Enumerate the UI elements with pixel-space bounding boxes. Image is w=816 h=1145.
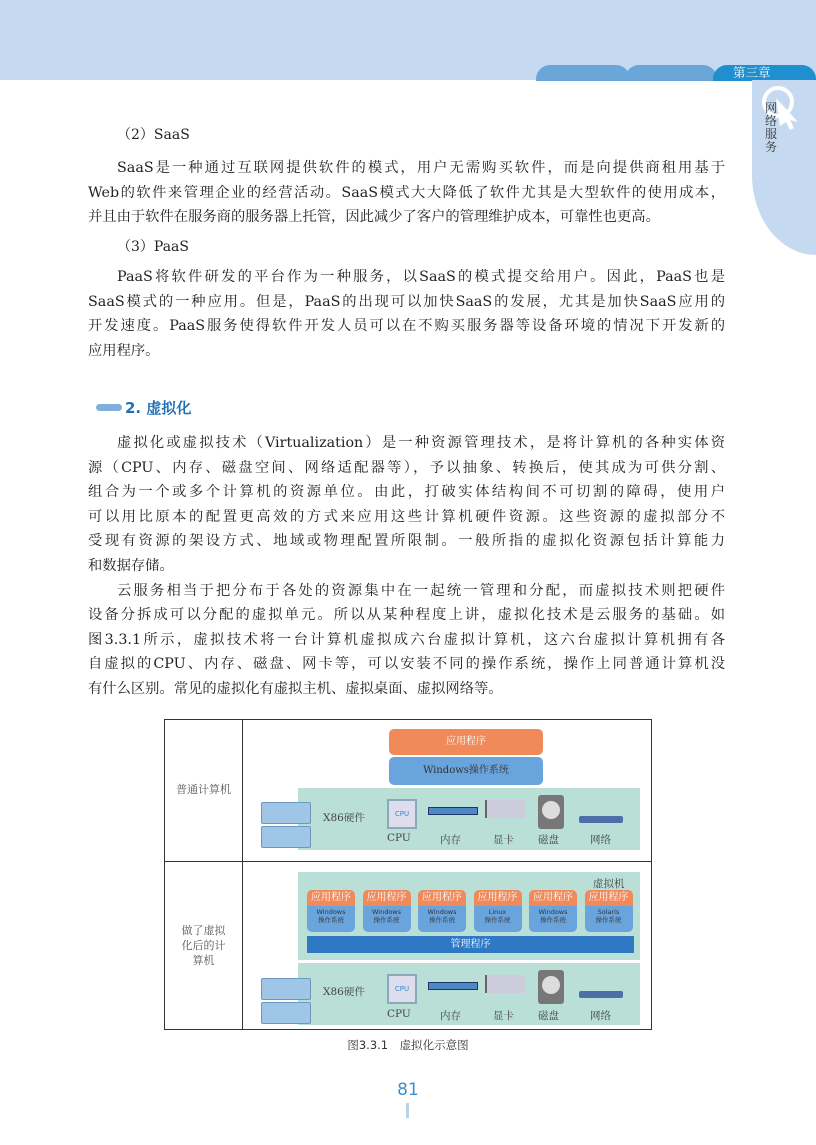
vm-os-name: Windows — [427, 908, 457, 916]
vm-os-label: 操作系统 — [484, 916, 511, 924]
heading-bar — [96, 404, 122, 411]
server-icon — [261, 978, 311, 1000]
text-line: 受现有资源的架设方式、地域或物理配置所限制。一般所指的虚拟化资源包括计算能力 — [88, 533, 725, 550]
chapter-tab-active: 第三章 — [713, 65, 816, 81]
hw-label: 显卡 — [493, 1010, 514, 1022]
vm-os — [474, 906, 522, 932]
text-line: 自虚拟的CPU、内存、磁盘、网卡等，可以安装不同的操作系统，操作上同普通计算机没 — [88, 656, 725, 673]
cpu-icon: CPU — [387, 974, 417, 1004]
subheading-paas: （3）PaaS — [117, 239, 189, 255]
divider — [165, 861, 651, 862]
vm-app: 应用程序 — [418, 890, 466, 906]
section-vertical-title: 网络服务 — [765, 101, 778, 154]
vm-app: 应用程序 — [474, 890, 522, 906]
memory-icon — [428, 982, 478, 990]
paragraph-paas — [88, 265, 725, 363]
virtualization-figure — [164, 719, 652, 1030]
gpu-icon — [485, 800, 525, 818]
hardware-label: X86硬件 — [323, 986, 365, 998]
chapter-tab — [625, 65, 717, 81]
text-line: 可以用比原本的配置更高效的方式来应用这些计算机硬件资源。这些资源的虚拟部分不 — [88, 508, 725, 525]
disk-icon — [538, 970, 564, 1004]
paragraph-saas — [88, 156, 725, 230]
hw-label: CPU — [387, 1008, 411, 1020]
vm-os — [529, 906, 577, 932]
hw-label: 内存 — [440, 1010, 461, 1022]
text-line: 组合为一个或多个计算机的资源单位。由此，打破实体结构间不可切割的障碍，使用户 — [88, 484, 725, 501]
page-marker — [406, 1103, 409, 1118]
vm-os — [363, 906, 411, 932]
text-line: 源（CPU、内存、磁盘空间、网络适配器等），予以抽象、转换后，使其成为可供分割、 — [88, 459, 725, 476]
hw-label: 磁盘 — [538, 834, 559, 846]
disk-icon — [538, 795, 564, 829]
vm-os-name: Solaris — [597, 908, 620, 916]
server-icon — [261, 1002, 311, 1024]
text-line: PaaS将软件研发的平台作为一种服务，以SaaS的模式提交给用户。因此，PaaS也是 — [117, 269, 725, 285]
text-line: 开发速度。PaaS服务使得软件开发人员可以在不购买服务器等设备环境的情况下开发新的 — [88, 318, 725, 335]
hardware-label: X86硬件 — [323, 812, 365, 824]
text-line: 和数据存储。 — [88, 557, 174, 574]
vm-os-label: 操作系统 — [373, 916, 400, 924]
hw-label: 磁盘 — [538, 1010, 559, 1022]
server-icon — [261, 826, 311, 848]
vm-os-label: 操作系统 — [595, 916, 622, 924]
cpu-icon: CPU — [387, 799, 417, 829]
figure-caption: 图3.3.1 虚拟化示意图 — [347, 1038, 469, 1052]
page-number: 81 — [397, 1080, 419, 1100]
text-line: 图3.3.1所示，虚拟技术将一台计算机虚拟成六台虚拟计算机，这六台虚拟计算机拥有各 — [88, 631, 725, 648]
vm-os — [418, 906, 466, 932]
os-layer: Windows操作系统 — [389, 757, 543, 785]
row-label: 做了虚拟化后的计算机 — [181, 924, 226, 967]
subheading-saas: （2）SaaS — [117, 127, 190, 143]
section-heading-text: 2. 虚拟化 — [125, 399, 192, 417]
router-icon — [579, 991, 623, 998]
text-line: 设备分拆成可以分配的虚拟单元。所以从某种程度上讲，虚拟化技术是云服务的基础。如 — [88, 607, 725, 624]
text-line: 云服务相当于把分布于各处的资源集中在一起统一管理和分配，而虚拟技术则把硬件 — [117, 582, 725, 599]
vm-app: 应用程序 — [363, 890, 411, 906]
memory-icon — [428, 807, 478, 815]
router-icon — [579, 816, 623, 823]
row-label: 普通计算机 — [176, 783, 231, 796]
vm-app: 应用程序 — [529, 890, 577, 906]
vm-os-label: 操作系统 — [429, 916, 455, 924]
vm-os — [307, 906, 355, 932]
text-line: 并且由于软件在服务商的服务器上托管，因此减少了客户的管理维护成本，可靠性也更高。 — [88, 209, 660, 226]
text-line: 虚拟化或虚拟技术（Virtualization）是一种资源管理技术，是将计算机的各种实体资 — [117, 435, 725, 451]
text-line: 有什么区别。常见的虚拟化有虚拟主机、虚拟桌面、虚拟网络等。 — [88, 680, 503, 697]
hw-label: 网络 — [590, 834, 611, 846]
hw-label: 显卡 — [493, 834, 514, 846]
hypervisor-layer: 管理程序 — [307, 936, 634, 953]
text-line: Web的软件来管理企业的经营活动。SaaS模式大大降低了软件尤其是大型软件的使用成本， — [88, 184, 725, 201]
vm-app: 应用程序 — [307, 890, 355, 906]
gpu-icon — [485, 975, 525, 993]
hw-label: 内存 — [440, 834, 461, 846]
text-line: 应用程序。 — [88, 342, 160, 359]
vm-os — [585, 906, 633, 932]
server-icon — [261, 802, 311, 824]
vm-os-name: Windows — [316, 908, 346, 916]
vm-os-label: 操作系统 — [318, 916, 344, 924]
vm-os-label: 操作系统 — [540, 916, 566, 924]
hw-label: 网络 — [590, 1010, 611, 1022]
vm-app: 应用程序 — [585, 890, 633, 906]
chapter-tab — [536, 65, 630, 81]
vm-os-name: Windows — [538, 908, 568, 916]
vm-os-name: Linux — [488, 908, 507, 916]
app-layer: 应用程序 — [389, 729, 543, 755]
section-heading — [96, 397, 191, 418]
text-line: SaaS模式的一种应用。但是，PaaS的出现可以加快SaaS的发展，尤其是加快SaaS应用的 — [88, 293, 725, 310]
divider — [242, 720, 243, 1029]
vm-os-name: Windows — [371, 908, 401, 916]
text-line: SaaS是一种通过互联网提供软件的模式，用户无需购买软件，而是向提供商租用基于 — [117, 160, 725, 176]
paragraph-virtualization — [88, 431, 725, 702]
vm-label: 虚拟机 — [593, 878, 625, 890]
hw-label: CPU — [387, 832, 411, 844]
